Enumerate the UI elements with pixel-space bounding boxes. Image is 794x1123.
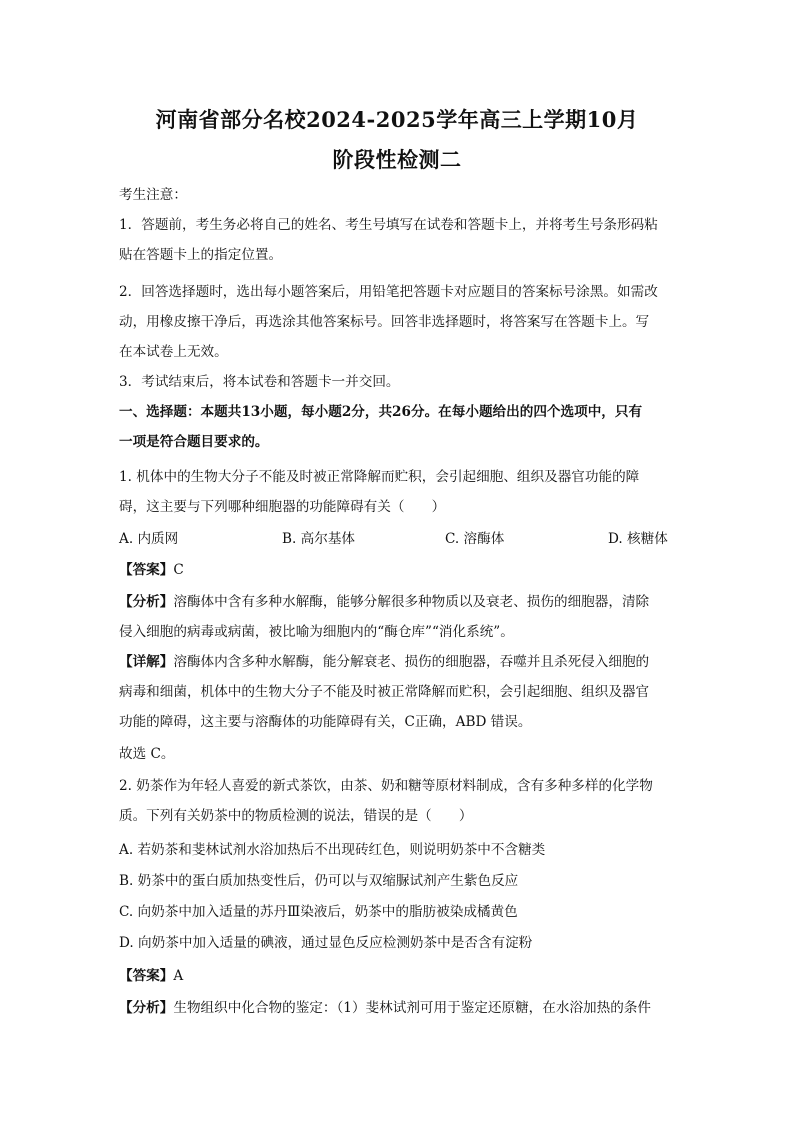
option-c: C. 向奶茶中加入适量的苏丹Ⅲ染液后，奶茶中的脂肪被染成橘黄色 xyxy=(119,904,518,920)
answer-line xyxy=(119,560,679,580)
option-b: B. 奶茶中的蛋白质加热变性后，仍可以与双缩脲试剂产生紫色反应 xyxy=(119,873,519,889)
notice-line: 在本试卷上无效。 xyxy=(119,344,228,360)
answer-value: A xyxy=(173,968,184,984)
option-b: B. 高尔基体 xyxy=(282,531,356,547)
analysis-tag: 【分析】 xyxy=(119,1000,174,1016)
notice-heading: 考生注意： xyxy=(119,187,187,203)
notice-line: 贴在答题卡上的指定位置。 xyxy=(119,247,283,263)
option-a: A. 若奶茶和斐林试剂水浴加热后不出现砖红色，则说明奶茶中不含糖类 xyxy=(119,842,546,858)
exam-title: 河南省部分名校2024-2025学年高三上学期10月 xyxy=(155,107,639,132)
question-stem: 1. 机体中的生物大分子不能及时被正常降解而贮积，会引起细胞、组织及器官功能的障 xyxy=(119,469,640,485)
detail-line: 病毒和细菌，机体中的生物大分子不能及时被正常降解而贮积，会引起细胞、组织及器官 xyxy=(119,684,650,700)
detail-line: 功能的障碍，这主要与溶酶体的功能障碍有关，C正确，ABD 错误。 xyxy=(119,714,532,730)
exam-subtitle: 阶段性检测二 xyxy=(332,147,462,172)
analysis-tag: 【分析】 xyxy=(119,594,174,610)
analysis-line xyxy=(119,998,679,1018)
notice-line: 1．答题前，考生务必将自己的姓名、考生号填写在试卷和答题卡上，并将考生号条形码粘 xyxy=(119,217,658,233)
answer-line xyxy=(119,966,679,986)
notice-line: 3．考试结束后，将本试卷和答题卡一并交回。 xyxy=(119,374,400,390)
detail-text: 溶酶体内含多种水解酶，能分解衰老、损伤的细胞器，吞噬并且杀死侵入细胞的 xyxy=(173,654,650,670)
answer-value: C xyxy=(173,562,184,578)
option-c: C. 溶酶体 xyxy=(445,531,505,547)
analysis-line xyxy=(119,592,679,612)
question-stem: 质。下列有关奶茶中的物质检测的说法，错误的是（ ） xyxy=(119,808,473,824)
conclusion-line: 故选 C。 xyxy=(119,746,175,762)
section-heading: 一、选择题：本题共13小题，每小题2分，共26分。在每小题给出的四个选项中，只有 xyxy=(119,404,643,420)
answer-tag: 【答案】 xyxy=(119,562,174,578)
option-d: D. 核糖体 xyxy=(608,531,668,547)
notice-line: 2．回答选择题时，选出每小题答案后，用铅笔把答题卡对应题目的答案标号涂黑。如需改 xyxy=(119,284,658,300)
detail-line xyxy=(119,652,679,672)
notice-line: 动，用橡皮擦干净后，再选涂其他答案标号。回答非选择题时，将答案写在答题卡上。写 xyxy=(119,314,650,330)
answer-tag: 【答案】 xyxy=(119,968,174,984)
option-d: D. 向奶茶中加入适量的碘液，通过显色反应检测奶茶中是否含有淀粉 xyxy=(119,935,533,951)
analysis-line: 侵入细胞的病毒或病菌，被比喻为细胞内的“酶仓库”“消化系统”。 xyxy=(119,624,514,640)
analysis-text: 生物组织中化合物的鉴定：（1）斐林试剂可用于鉴定还原糖，在水浴加热的条件 xyxy=(173,1000,652,1016)
question-stem: 2. 奶茶作为年轻人喜爱的新式茶饮，由茶、奶和糖等原材料制成，含有多种多样的化学物 xyxy=(119,778,653,794)
option-a: A. 内质网 xyxy=(119,531,179,547)
analysis-text: 溶酶体中含有多种水解酶，能够分解很多种物质以及衰老、损伤的细胞器，清除 xyxy=(173,594,650,610)
question-stem: 碍，这主要与下列哪种细胞器的功能障碍有关（ ） xyxy=(119,499,446,515)
detail-tag: 【详解】 xyxy=(119,654,174,670)
section-heading: 一项是符合题目要求的。 xyxy=(119,434,269,450)
